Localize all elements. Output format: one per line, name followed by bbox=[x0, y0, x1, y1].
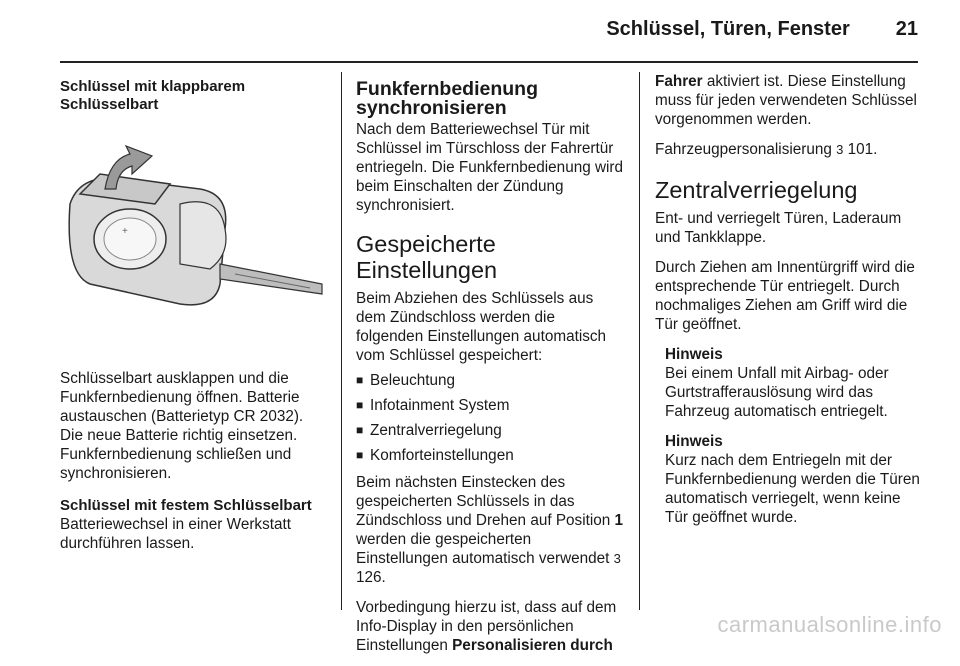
note-text: Kurz nach dem Entriegeln mit der Funkfernbedienung werden die Türen automatisch verriegelt, wenn keine Tür geöffnet wurde. bbox=[665, 452, 920, 526]
paragraph: Schlüsselbart ausklappen und die Funkfernbedienung öffnen. Batterie austauschen (Batterietyp CR 2032). Die neue Batterie richtig einsetzen. Funkfernbedienung schließen und synchronisieren. bbox=[60, 370, 304, 482]
note-text: Bei einem Unfall mit Airbag- oder Gurtstrafferauslösung wird das Fahrzeug automatisch entriegelt. bbox=[665, 365, 889, 420]
list-item-label: Beleuchtung bbox=[370, 372, 456, 389]
settings-list bbox=[356, 371, 624, 465]
paragraph: Fahrer aktiviert ist. Diese Einstellung muss für jeden verwendeten Schlüssel vorgenommen werden. bbox=[655, 73, 917, 128]
column-1 bbox=[60, 72, 328, 564]
list-item bbox=[356, 421, 624, 440]
note-box bbox=[665, 432, 921, 527]
column-divider bbox=[341, 72, 342, 610]
note-heading: Hinweis bbox=[665, 433, 723, 450]
bullet-icon: ■ bbox=[356, 448, 364, 462]
header-rule bbox=[60, 61, 918, 63]
list-item bbox=[356, 396, 624, 415]
list-item-label: Komforteinstellungen bbox=[370, 447, 514, 464]
paragraph: Nach dem Batteriewechsel Tür mit Schlüssel im Türschloss der Fahrertür entriegeln. Die Funkfernbedienung wird beim Einschalten der Zündung synchronisiert. bbox=[356, 121, 624, 214]
bullet-icon: ■ bbox=[356, 373, 364, 387]
list-item bbox=[356, 446, 624, 465]
column-2 bbox=[356, 72, 624, 666]
paragraph: Beim nächsten Einstecken des gespeicherten Schlüssels in das Zündschloss und Drehen auf Position 1 werden die gespeicherten Einstellungen automatisch verwendet 3 126. bbox=[356, 474, 624, 586]
note-heading: Hinweis bbox=[665, 346, 723, 363]
page-title: Schlüssel, Türen, Fenster bbox=[606, 18, 850, 40]
list-item-label: Zentralverriegelung bbox=[370, 422, 502, 439]
bullet-icon: ■ bbox=[356, 423, 364, 437]
column-divider bbox=[639, 72, 640, 610]
paragraph: Fahrzeugpersonalisierung 3 101. bbox=[655, 141, 878, 158]
page-number: 21 bbox=[895, 18, 918, 40]
svg-text:+: + bbox=[122, 226, 128, 237]
heading-stored-settings: Gespeicherte Einstellungen bbox=[356, 231, 498, 283]
paragraph: Ent- und verriegelt Türen, Laderaum und Tankklappe. bbox=[655, 210, 902, 246]
paragraph: Batteriewechsel in einer Werkstatt durchführen lassen. bbox=[60, 516, 291, 552]
list-item-label: Infotainment System bbox=[370, 397, 510, 414]
subheading-folding-key: Schlüssel mit klappbarem Schlüsselbart bbox=[60, 78, 246, 113]
subheading-fixed-key: Schlüssel mit festem Schlüsselbart bbox=[60, 497, 312, 514]
watermark: carmanualsonline.info bbox=[717, 612, 942, 637]
bullet-icon: ■ bbox=[356, 398, 364, 412]
note-box bbox=[665, 345, 921, 421]
page-reference[interactable]: 101. bbox=[847, 141, 878, 158]
heading-central-locking: Zentralverriegelung bbox=[655, 177, 858, 203]
column-3 bbox=[655, 72, 921, 538]
page-ref-arrow-icon: 3 bbox=[613, 551, 621, 566]
heading-sync: Funkfernbedienung synchronisieren bbox=[356, 78, 538, 119]
page-header bbox=[60, 18, 918, 48]
page-reference[interactable]: 126. bbox=[356, 569, 386, 586]
paragraph: Beim Abziehen des Schlüssels aus dem Zündschloss werden die folgenden Einstellungen automatisch vom Schlüssel gespeichert: bbox=[356, 290, 607, 364]
paragraph: Vorbedingung hierzu ist, dass auf dem Info-Display in den persönlichen Einstellungen Personalisieren durch bbox=[356, 599, 617, 654]
paragraph: Durch Ziehen am Innentürgriff wird die entsprechende Tür entriegelt. Durch nochmaliges Ziehen am Griff wird die Tür geöffnet. bbox=[655, 259, 915, 333]
key-battery-illustration bbox=[60, 134, 328, 334]
list-item bbox=[356, 371, 624, 390]
page-ref-arrow-icon: 3 bbox=[836, 142, 844, 157]
